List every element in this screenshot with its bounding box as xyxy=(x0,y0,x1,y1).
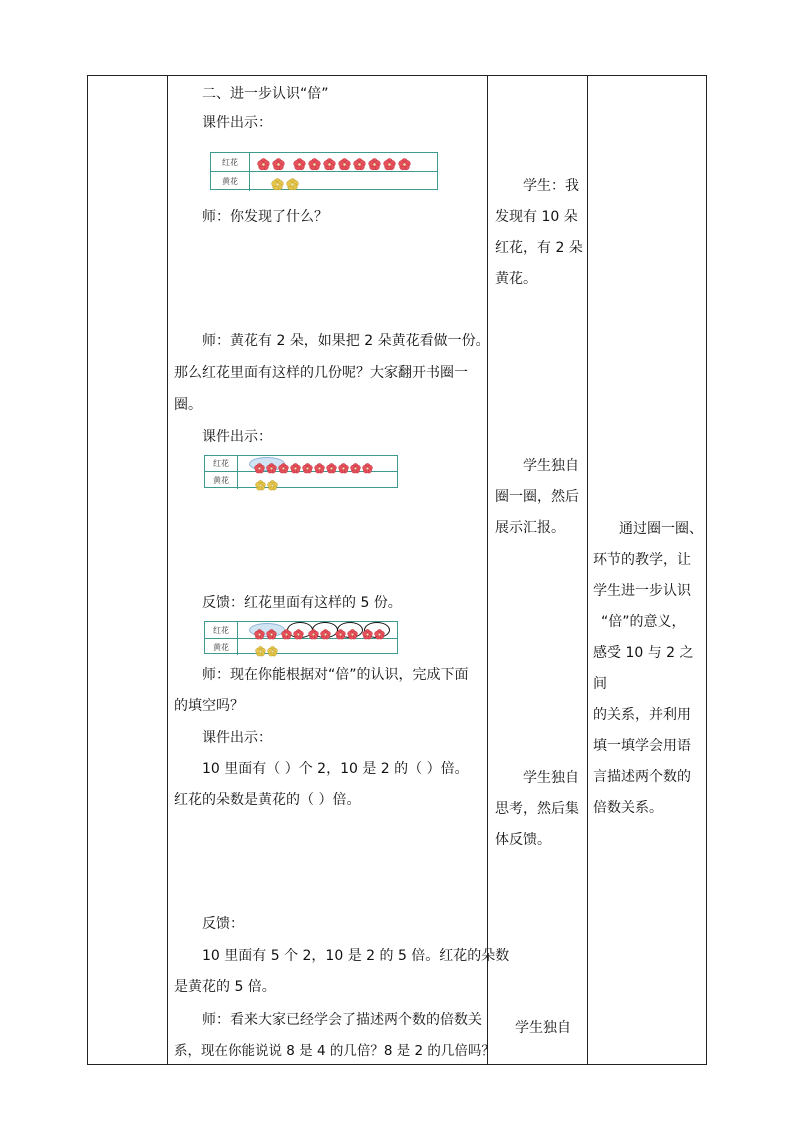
student-line: 学生独自 xyxy=(523,458,579,474)
column-divider-3 xyxy=(587,75,588,1065)
student-response-4 xyxy=(495,1013,585,1044)
answer-line-2: 是黄花的 5 倍。 xyxy=(174,979,276,995)
courseware-label-1: 课件出示： xyxy=(202,115,272,131)
intent-line: 的关系，并利用 xyxy=(593,707,691,723)
answer-line-1: 10 里面有 5 个 2，10 是 2 的 5 倍。红花的朵数 xyxy=(202,948,510,964)
yellow-flower-label: 黄花 xyxy=(211,172,250,191)
intent-line: 感受 10 与 2 之间 xyxy=(593,645,694,692)
intent-line: 通过圈一圈、 xyxy=(619,521,703,537)
question-fill-line-1: 师：现在你能根据对“倍”的认识，完成下面 xyxy=(202,667,469,683)
summary-line-1: 师：看来大家已经学会了描述两个数的倍数关 xyxy=(202,1012,482,1028)
student-response-1 xyxy=(495,171,585,295)
yellow-intro-line-3: 圈。 xyxy=(174,397,202,413)
table-left-border xyxy=(87,75,88,1065)
student-response-2 xyxy=(495,451,585,544)
intent-line: 填一填学会用语 xyxy=(593,738,691,754)
fill-blank-line-1: 10 里面有（ ）个 2，10 是 2 的（ ）倍。 xyxy=(202,761,469,777)
yellow-flower-label: 黄花 xyxy=(205,472,238,489)
intent-line: 言描述两个数的 xyxy=(593,769,691,785)
red-flower-label: 红花 xyxy=(205,622,238,638)
yellow-flower-icon xyxy=(286,176,299,195)
section-title: 二、进一步认识“倍” xyxy=(202,86,329,102)
column-divider-1 xyxy=(167,75,168,1065)
feedback-1: 反馈：红花里面有这样的 5 份。 xyxy=(202,595,402,611)
student-line: 红花，有 2 朵 xyxy=(495,240,583,256)
student-line: 展示汇报。 xyxy=(495,520,565,536)
question-discover: 师：你发现了什么？ xyxy=(202,209,328,225)
intent-line: 环节的教学，让 xyxy=(593,552,691,568)
student-line: 黄花。 xyxy=(495,271,537,287)
red-flower-label: 红花 xyxy=(211,153,250,171)
column-divider-2 xyxy=(487,75,488,1065)
question-fill-line-2: 的填空吗？ xyxy=(174,698,244,714)
yellow-flower-label: 黄花 xyxy=(205,639,238,655)
student-line: 学生独自 xyxy=(523,770,579,786)
student-line: 圈一圈，然后 xyxy=(495,489,579,505)
yellow-flower-icon xyxy=(267,476,278,495)
intent-line: 学生进一步认识 xyxy=(593,583,691,599)
table-right-border xyxy=(706,75,707,1065)
yellow-intro-line-2: 那么红花里面有这样的几份呢？大家翻开书圈一 xyxy=(174,365,468,381)
student-line: 学生独自 xyxy=(515,1020,571,1036)
summary-line-2: 系，现在你能说说 8 是 4 的几倍？8 是 2 的几倍吗？ xyxy=(174,1043,495,1059)
yellow-flower-icon xyxy=(267,642,278,661)
courseware-label-2: 课件出示： xyxy=(202,429,272,445)
table-top-border xyxy=(87,75,707,76)
intent-line: “倍”的意义， xyxy=(601,614,686,630)
red-flower-label: 红花 xyxy=(205,456,238,471)
table-bottom-border xyxy=(87,1064,707,1065)
student-line: 学生：我 xyxy=(523,178,579,194)
student-line: 体反馈。 xyxy=(495,832,551,848)
design-intent xyxy=(593,514,705,824)
yellow-flower-icon xyxy=(255,476,266,495)
student-response-3 xyxy=(495,763,585,856)
fill-blank-line-2: 红花的朵数是黄花的（ ）倍。 xyxy=(174,792,361,808)
courseware-label-3: 课件出示： xyxy=(202,730,272,746)
student-line: 思考，然后集 xyxy=(495,801,579,817)
yellow-flower-icon xyxy=(255,642,266,661)
flower-table-3 xyxy=(204,621,398,654)
feedback-2-label: 反馈： xyxy=(202,916,244,932)
student-line: 发现有 10 朵 xyxy=(495,209,578,225)
flower-table-1 xyxy=(210,152,438,190)
yellow-intro-line-1: 师：黄花有 2 朵，如果把 2 朵黄花看做一份。 xyxy=(202,333,490,349)
yellow-flower-icon xyxy=(271,176,284,195)
intent-line: 倍数关系。 xyxy=(593,800,663,816)
flower-table-2 xyxy=(204,455,398,488)
